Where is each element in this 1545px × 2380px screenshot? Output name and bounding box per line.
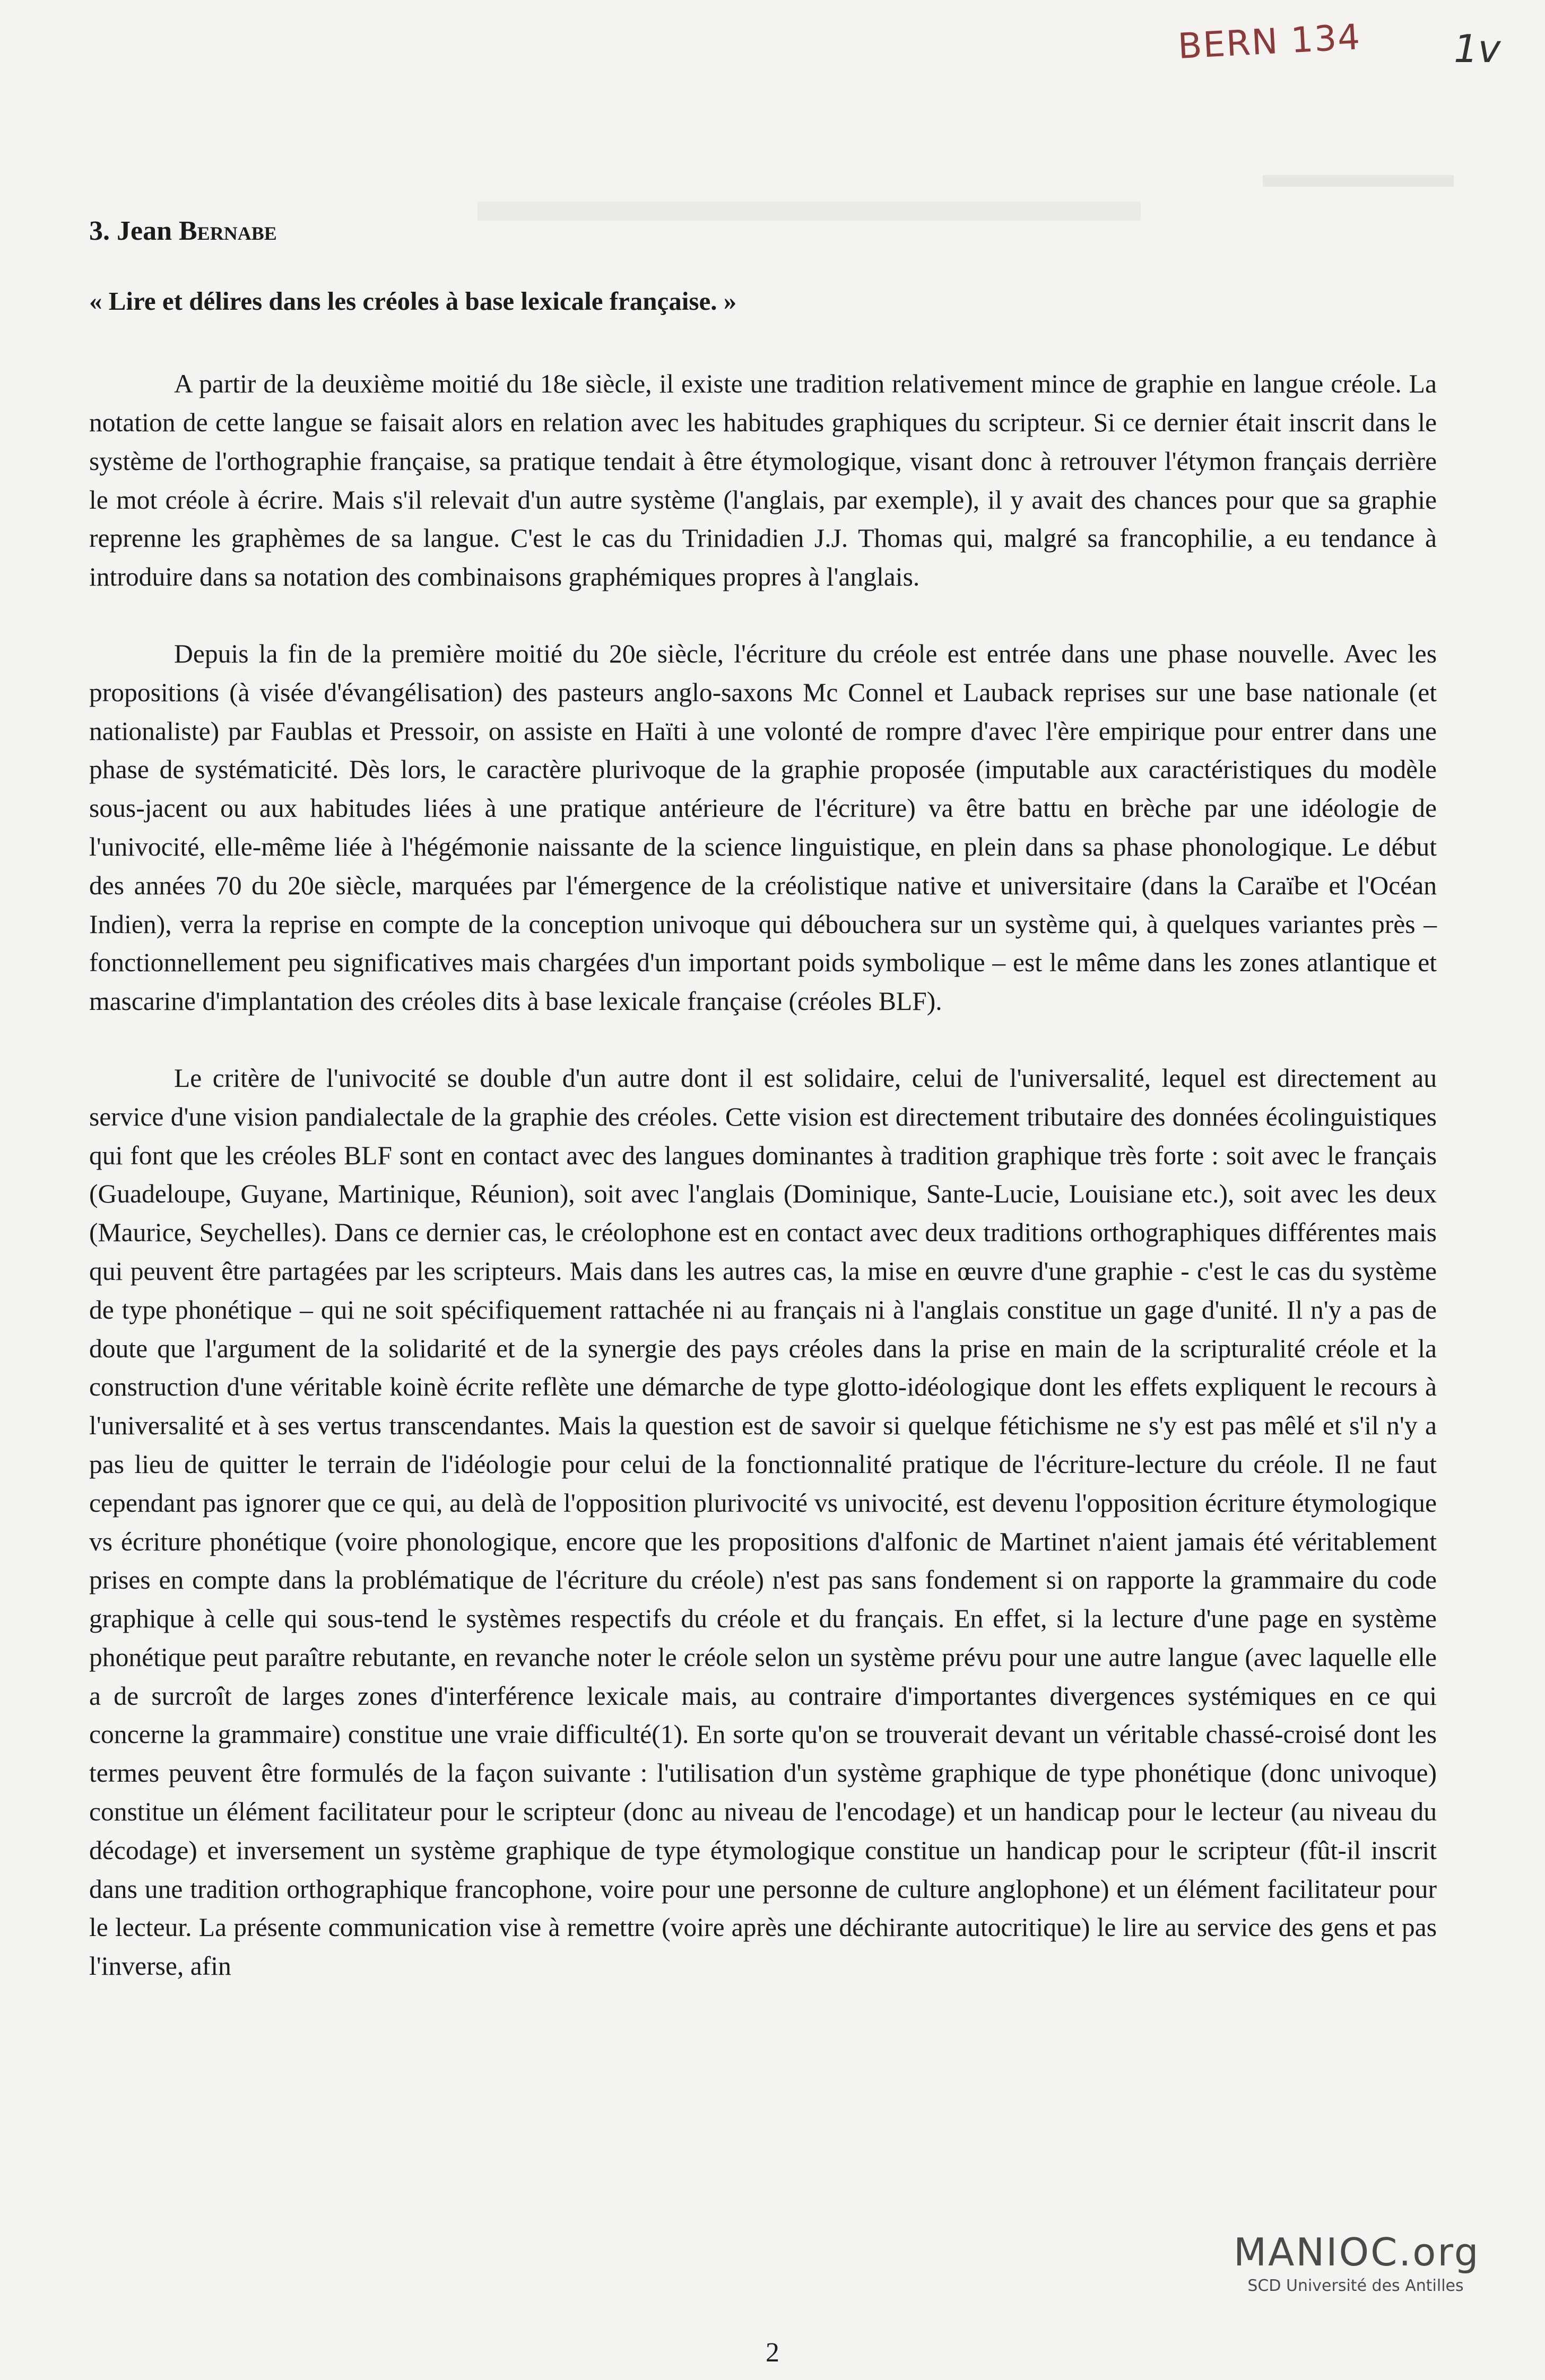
section-number-name: 3. Jean [89,216,179,246]
manioc-watermark [1234,2230,1480,2295]
bleed-through-mark [1263,175,1454,187]
body-paragraph-3: Le critère de l'univocité se double d'un autre dont il est solidaire, celui de l'universalité, lequel est directement au service d'une vision pandialectale de la graphie des créoles. Cette vision est directement tributaire des données écolinguistiques qui font que les créoles BLF sont en contact avec des langues dominantes à tradition graphique très forte : soit avec le français (Guadeloupe, Guyane, Martinique, Réunion), soit avec l'anglais (Dominique, Sante-Lucie, Louisiane etc.), soit avec les deux (Maurice, Seychelles). Dans ce dernier cas, le créolophone est en contact avec deux traditions orthographiques différentes mais qui peuvent être partagées par les scripteurs. Mais dans les autres cas, la mise en œuvre d'une graphie - c'est le cas du système de type phonétique – qui ne soit spécifiquement rattachée ni au français ni à l'anglais constitue un gage d'unité. Il n'y a pas de doute que l'argument de la solidarité et de la synergie des pays créoles dans la prise en main de la scripturalité créole et la construction d'une véritable koinè écrite reflète une démarche de type glotto-idéologique dont les effets expliquent le recours à l'universalité et à ses vertus transcendantes. Mais la question est de savoir si quelque fétichisme ne s'y est pas mêlé et s'il n'y a pas lieu de quitter le terrain de l'idéologie pour celui de la fonctionnalité pratique de l'écriture-lecture du créole. Il ne faut cependant pas ignorer que ce qui, au delà de l'opposition plurivocité vs univocité, est devenu l'opposition écriture étymologique vs écriture phonétique (voire phonologique, encore que les propositions d'alfonic de Martinet n'aient jamais été véritablement prises en compte dans la problématique de l'écriture du créole) n'est pas sans fondement si on rapporte la grammaire du code graphique à celle qui sous-tend le systèmes respectifs du créole et du français. En effet, si la lecture d'une page en système phonétique peut paraître rebutante, en revanche noter le créole selon un système prévu pour une autre langue (avec laquelle elle a de surcroît de larges zones d'interférence lexicale mais, au contraire d'importantes divergences systémiques en ce qui concerne la grammaire) constitue une vraie difficulté(1). En sorte qu'on se trouverait devant un véritable chassé-croisé dont les termes peuvent être formulés de la façon suivante : l'utilisation d'un système graphique de type phonétique (donc univoque) constitue un élément facilitateur pour le scripteur (donc au niveau de l'encodage) et un handicap pour le lecteur (au niveau du décodage) et inversement un système graphique de type étymologique constitue un handicap pour le scripteur (fût-il inscrit dans une tradition orthographique francophone, voire pour une personne de culture anglophone) et un élément facilitateur pour le lecteur. La présente communication vise à remettre (voire après une déchirante autocritique) le lire au service des gens et pas l'inverse, afin [89,1063,1437,1981]
author-surname: Bernabe [179,216,277,246]
page-content [89,215,1437,2024]
folio-mark: 1v [1454,27,1501,71]
body-paragraph-2: Depuis la fin de la première moitié du 20e siècle, l'écriture du créole est entrée dans une phase nouvelle. Avec les propositions (à visée d'évangélisation) des pasteurs anglo-saxons Mc Connel et Lauback reprises sur une base nationale (et nationaliste) par Faublas et Pressoir, on assiste en Haïti à une volonté de rompre d'avec l'ère empirique pour entrer dans une phase de systématicité. Dès lors, le caractère plurivoque de la graphie proposée (imputable aux caractéristiques du modèle sous-jacent ou aux habitudes liées à une pratique antérieure de l'écriture) va être battu en brèche par une idéologie de l'univocité, elle-même liée à l'hégémonie naissante de la science linguistique, en plein dans sa phase phonologique. Le début des années 70 du 20e siècle, marquées par l'émergence de la créolistique native et universitaire (dans la Caraïbe et l'Océan Indien), verra la reprise en compte de la conception univoque qui débouchera sur un système qui, à quelques variantes près – fonctionnellement peu significatives mais chargées d'un important poids symbolique – est le même dans les zones atlantique et mascarine d'implantation des créoles dits à base lexicale française (créoles BLF). [89,639,1437,1016]
body-paragraph-1: A partir de la deuxième moitié du 18e siècle, il existe une tradition relativement mince de graphie en langue créole. La notation de cette langue se faisait alors en relation avec les habitudes graphiques du scripteur. Si ce dernier était inscrit dans le système de l'orthographie française, sa pratique tendait à être étymologique, visant donc à retrouver l'étymon français derrière le mot créole à écrire. Mais s'il relevait d'un autre système (l'anglais, par exemple), il y avait des chances pour que sa graphie reprenne les graphèmes de sa langue. C'est le cas du Trinidadien J.J. Thomas qui, malgré sa francophilie, a eu tendance à introduire dans sa notation des combinaisons graphémiques propres à l'anglais. [89,369,1437,592]
institution-label: SCD Université des Antilles [1247,2277,1464,2295]
manioc-logo: MANIOC.org [1234,2230,1480,2274]
page-number: 2 [766,2338,779,2368]
paper-title: « Lire et délires dans les créoles à base lexicale française. » [89,286,737,316]
section-heading [89,215,1437,248]
archive-code-mark: BERN 134 [1177,16,1362,67]
